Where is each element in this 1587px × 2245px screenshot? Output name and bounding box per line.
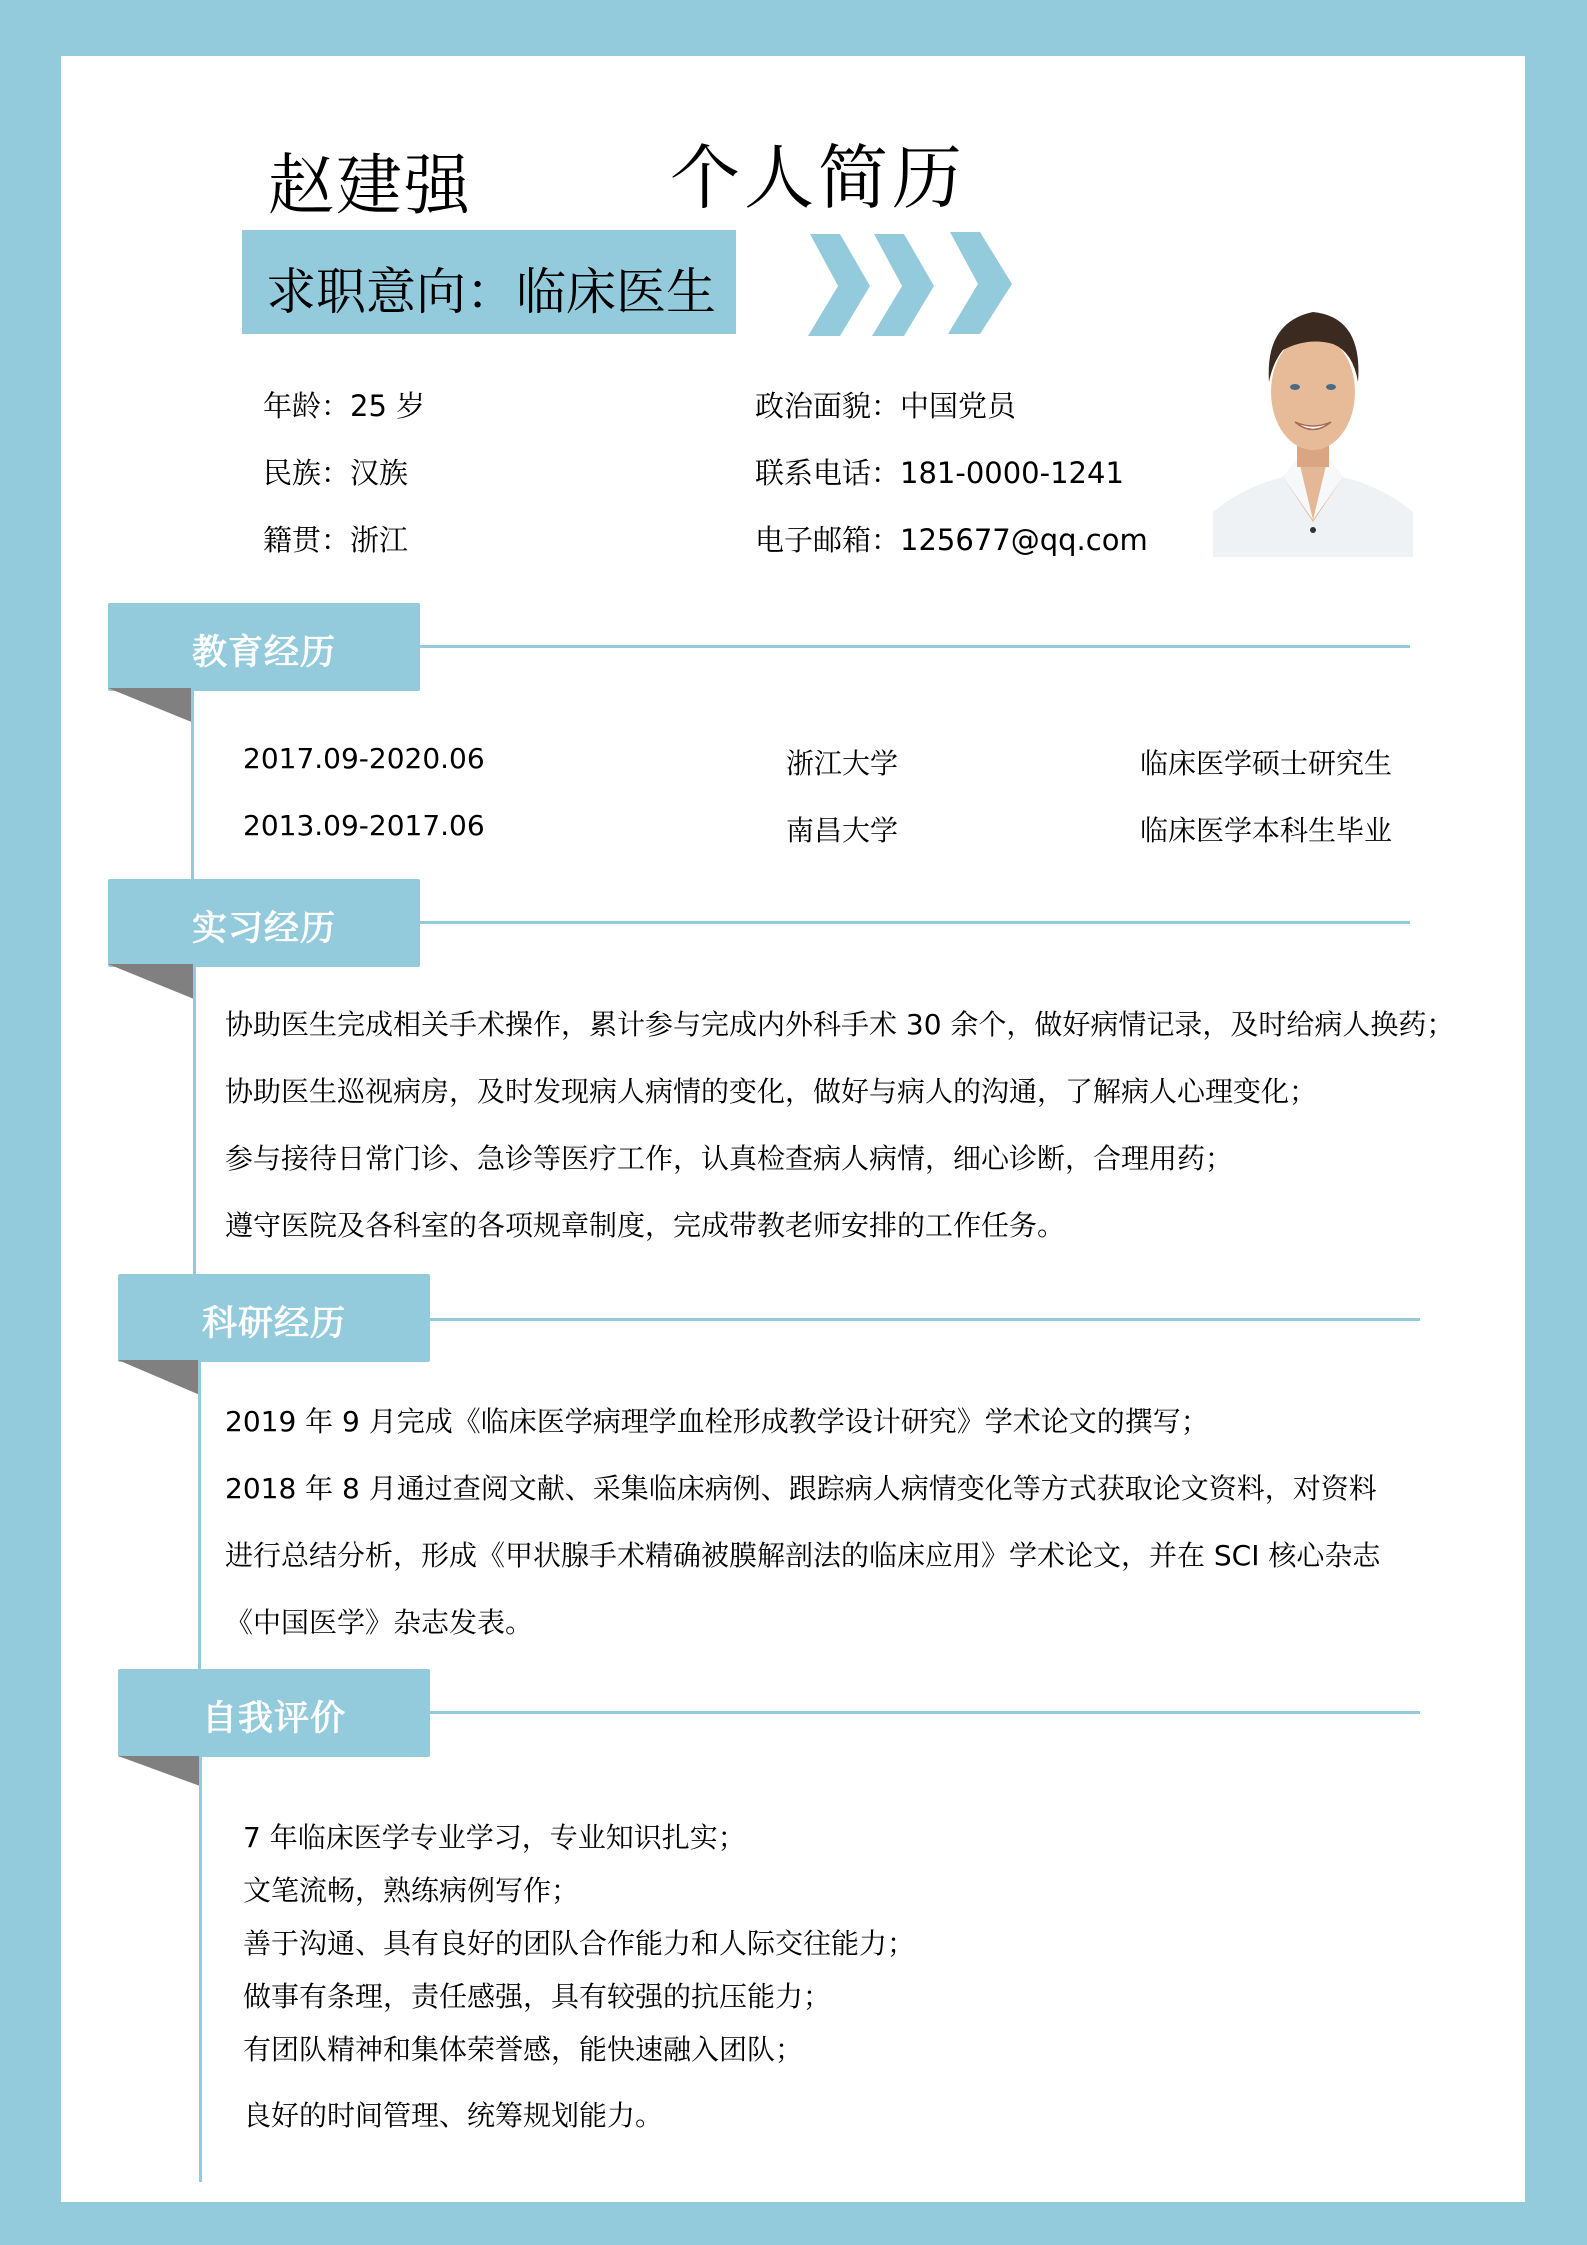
internship-item: 协助医生巡视病房，及时发现病人病情的变化，做好与病人的沟通，了解病人心理变化； [225,1075,1318,1108]
self-evaluation-item: 做事有条理，责任感强，具有较强的抗压能力； [243,1980,832,2013]
education-school: 浙江大学 [786,747,899,780]
section-header-research: 科研经历 [118,1274,430,1362]
info-age: 年龄：25 岁 [263,389,426,423]
timeline-line [193,964,196,1276]
ribbon-fold [108,964,194,999]
self-evaluation-item: 有团队精神和集体荣誉感，能快速融入团队； [243,2033,804,2066]
research-item: 《中国医学》杂志发表。 [225,1606,534,1639]
education-period: 2013.09-2017.06 [243,809,485,842]
info-phone: 联系电话：181-0000-1241 [755,456,1124,490]
self-evaluation-item: 文笔流畅，熟练病例写作； [243,1874,580,1907]
internship-item: 协助医生完成相关手术操作，累计参与完成内外科手术 30 余个，做好病情记录，及时给病人换药； [225,1008,1455,1041]
job-intention-banner [242,230,736,334]
timeline-line [199,1756,202,2182]
job-intention-text: 求职意向：临床医生 [266,263,716,321]
internship-item: 参与接待日常门诊、急诊等医疗工作，认真检查病人病情，细心诊断，合理用药； [225,1142,1234,1175]
research-item: 进行总结分析，形成《甲状腺手术精确被膜解剖法的临床应用》学术论文，并在 SCI 核心杂志 [225,1539,1381,1572]
section-header-education: 教育经历 [108,603,420,691]
profile-photo [1213,282,1413,557]
section-header-internship: 实习经历 [108,879,420,967]
education-period: 2017.09-2020.06 [243,742,485,775]
timeline-line [191,688,194,880]
info-ethnicity: 民族：汉族 [263,456,409,490]
self-evaluation-item: 7 年临床医学专业学习，专业知识扎实； [243,1821,746,1854]
education-school: 南昌大学 [786,814,899,847]
self-evaluation-item: 良好的时间管理、统筹规划能力。 [243,2099,664,2132]
research-item: 2019 年 9 月完成《临床医学病理学血栓形成教学设计研究》学术论文的撰写； [225,1405,1209,1438]
ribbon-fold [118,1360,200,1395]
timeline-line [198,1360,201,1672]
chevron-arrows-icon [800,228,1022,336]
education-degree: 临床医学本科生毕业 [1140,814,1393,847]
research-item: 2018 年 8 月通过查阅文献、采集临床病例、跟踪病人病情变化等方式获取论文资料，对资料 [225,1472,1377,1505]
resume-title: 个人简历 [670,137,966,219]
info-email: 电子邮箱：125677@qq.com [755,523,1148,557]
education-degree: 临床医学硕士研究生 [1140,747,1393,780]
ribbon-fold [118,1756,200,1786]
info-political-status: 政治面貌：中国党员 [755,389,1017,423]
section-header-self-evaluation: 自我评价 [118,1669,430,1757]
info-hometown: 籍贯：浙江 [263,523,409,557]
divider-line [430,1711,1420,1714]
candidate-name: 赵建强 [268,147,472,224]
divider-line [430,1318,1420,1321]
self-evaluation-item: 善于沟通、具有良好的团队合作能力和人际交往能力； [243,1927,916,1960]
divider-line [420,921,1410,924]
divider-line [420,645,1410,648]
ribbon-fold [108,688,194,723]
internship-item: 遵守医院及各科室的各项规章制度，完成带教老师安排的工作任务。 [225,1209,1066,1242]
